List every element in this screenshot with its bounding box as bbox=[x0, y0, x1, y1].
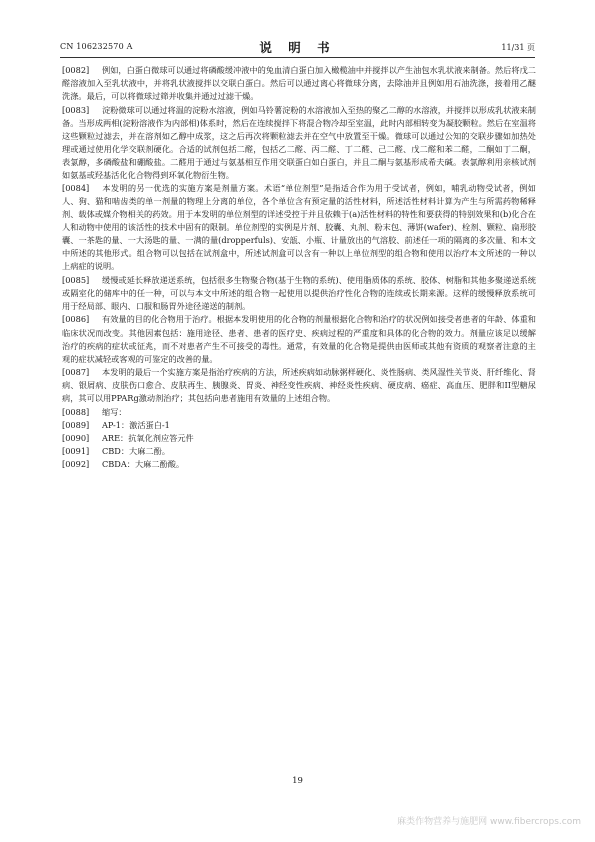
paragraph-number: [0089] bbox=[62, 419, 90, 430]
page-number: 19 bbox=[292, 776, 303, 786]
paragraph-text: 淀粉微球可以通过将温的淀粉水溶液，例如马铃薯淀粉的水溶液加入至热的聚乙二醇的水溶液，并搅拌以形成乳状液来制备。当形成两相(淀粉溶液作为内部相)体系时，然后在连续搅拌下将混合物冷却至室温，此时内部相转变为凝胶颗粒。然后在室温将这些颗粒过滤去，并在溶剂如乙醇中成浆，这之后再次将颗粒滤去并在空气中放置至干燥。微球可以通过公知的交联步骤如加热处理或通过使用化学交联剂硬化。合适的试剂包括二醛，包括乙二醛、丙二醛、丁二醛、己二醛、戊二醛和苯二醛，二酮如丁二酮，表氯醇，多磷酸盐和硼酸盐。二醛用于通过与氨基相互作用交联蛋白如白蛋白，并且二酮与氨基形成希夫碱。表氯醇利用亲核试剂如氨基或羟基活化化合物得到环氧化物衍生物。 bbox=[62, 104, 536, 180]
document-body bbox=[62, 64, 536, 471]
paragraph-text: ARE：抗氧化剂应答元件 bbox=[102, 432, 194, 443]
paragraph-0088 bbox=[62, 406, 536, 419]
header-rule bbox=[60, 57, 535, 58]
paragraph-text: 本发明的另一优选的实施方案是剂量方案。术语“单位剂型”是指适合作为用于受试者，例如，哺乳动物受试者，例如人、狗、猫和啮齿类的单一剂量的物理上分离的单位，各个单位含有预定量的活性材料，所述活性材料计算为产生与所需药物稀释剂、载体或媒介物相关的药效。用于本发明的单位剂型的详述受控于并且依赖于(a)活性材料的特性和要获得的特别效果和(b)化合在人和动物中使用的该活性的技术中固有的限制。单位剂型的实例是片剂、胶囊、丸剂、粉末包、薄饼(wafer)、栓剂、颗粒、扁形胶囊、一茶匙的量、一大汤匙的量、一满的量(dropperfuls)、安瓿、小瓶、计量放出的气溶胶、前述任一项的隔离的多次量、和本文中所述的其他形式。组合物可以包括在试剂盒中，所述试剂盒可以含有一种以上单位剂型的组合物和使用以治疗本文所述的一种以上病症的说明。 bbox=[62, 183, 536, 272]
paragraph-number: [0084] bbox=[62, 183, 90, 194]
paragraph-0086 bbox=[62, 313, 536, 365]
paragraph-text: CBD：大麻二酚。 bbox=[102, 445, 170, 456]
paragraph-number: [0086] bbox=[62, 314, 90, 325]
paragraph-text: 缓慢或延长释放递送系统，包括很多生物聚合物(基于生物的系统)、使用脂质体的系统、胶体、树脂和其他多聚递送系统或隔室化的储库中的任一种，可以与本文中所述的组合物一起使用以提供治疗性化合物的连续或长期来源。这样的缓慢释放系统可用于经局部、眼内、口服和肠胃外途径递送的制剂。 bbox=[62, 274, 536, 312]
paragraph-0092 bbox=[62, 458, 536, 471]
paragraph-0084 bbox=[62, 182, 536, 273]
page-header bbox=[60, 38, 535, 56]
watermark: 麻类作物营养与施肥网 www.fibercrops.com bbox=[397, 817, 581, 827]
paragraph-number: [0090] bbox=[62, 432, 90, 443]
paragraph-0091 bbox=[62, 445, 536, 458]
paragraph-text: AP-1：激活蛋白-1 bbox=[102, 419, 170, 430]
paragraph-number: [0091] bbox=[62, 445, 90, 456]
publication-number: CN 106232570 A bbox=[60, 42, 133, 51]
paragraph-text: 本发明的最后一个实施方案是指治疗疾病的方法，所述疾病如动脉粥样硬化、炎性肠病、类风湿性关节炎、肝纤维化、肾病、银屑病、皮肤伤口愈合、皮肤再生、胰腺炎、胃炎、神经变性疾病、神经炎性疾病、硬皮病、癌症、高血压、肥胖和II型糖尿病，其可以用PPARg激动剂治疗；其包括向患者施用有效量的上述组合物。 bbox=[62, 367, 536, 404]
paragraph-text: 缩写： bbox=[102, 406, 127, 417]
paragraph-0087 bbox=[62, 366, 536, 405]
paragraph-number: [0082] bbox=[62, 65, 90, 75]
paragraph-number: [0083] bbox=[62, 104, 90, 115]
paragraph-text: 例如，白蛋白微球可以通过将磷酸缓冲液中的兔血清白蛋白加入橄榄油中并搅拌以产生油包水乳状液来制备。然后将戊二醛溶液加入至乳状液中，并将乳状液搅拌以交联白蛋白。然后可以通过离心将微球分离，去除油并且例如用石油洗涤，接着用乙醚洗涤。最后，可以将微球过筛并收集并通过过滤干燥。 bbox=[62, 65, 536, 102]
paragraph-0082 bbox=[62, 64, 536, 103]
paragraph-0089 bbox=[62, 419, 536, 432]
paragraph-0090 bbox=[62, 432, 536, 445]
page-counter: 11/31 页 bbox=[501, 43, 535, 52]
document-title: 说 明 书 bbox=[259, 40, 336, 55]
paragraph-0085 bbox=[62, 274, 536, 313]
paragraph-text: CBDA：大麻二酚酸。 bbox=[102, 458, 185, 469]
paragraph-number: [0085] bbox=[62, 274, 90, 285]
paragraph-number: [0087] bbox=[62, 367, 90, 378]
paragraph-0083 bbox=[62, 104, 536, 182]
paragraph-number: [0092] bbox=[62, 458, 90, 469]
paragraph-number: [0088] bbox=[62, 406, 90, 417]
paragraph-text: 有效量的目的化合物用于治疗。根据本发明使用的化合物的剂量根据化合物和治疗的状况例如接受者患者的年龄、体重和临床状况而改变。其他因素包括：施用途径、患者、患者的医疗史、疾病过程的严重度和具体的化合物的效力。剂量应该足以缓解治疗的疾病的症状或征兆，而不对患者产生不可接受的毒性。通常，有效量的化合物是提供由医师或其他有资质的观察者注意的主观的症状减轻或客观的可鉴定的改善的量。 bbox=[62, 314, 536, 364]
